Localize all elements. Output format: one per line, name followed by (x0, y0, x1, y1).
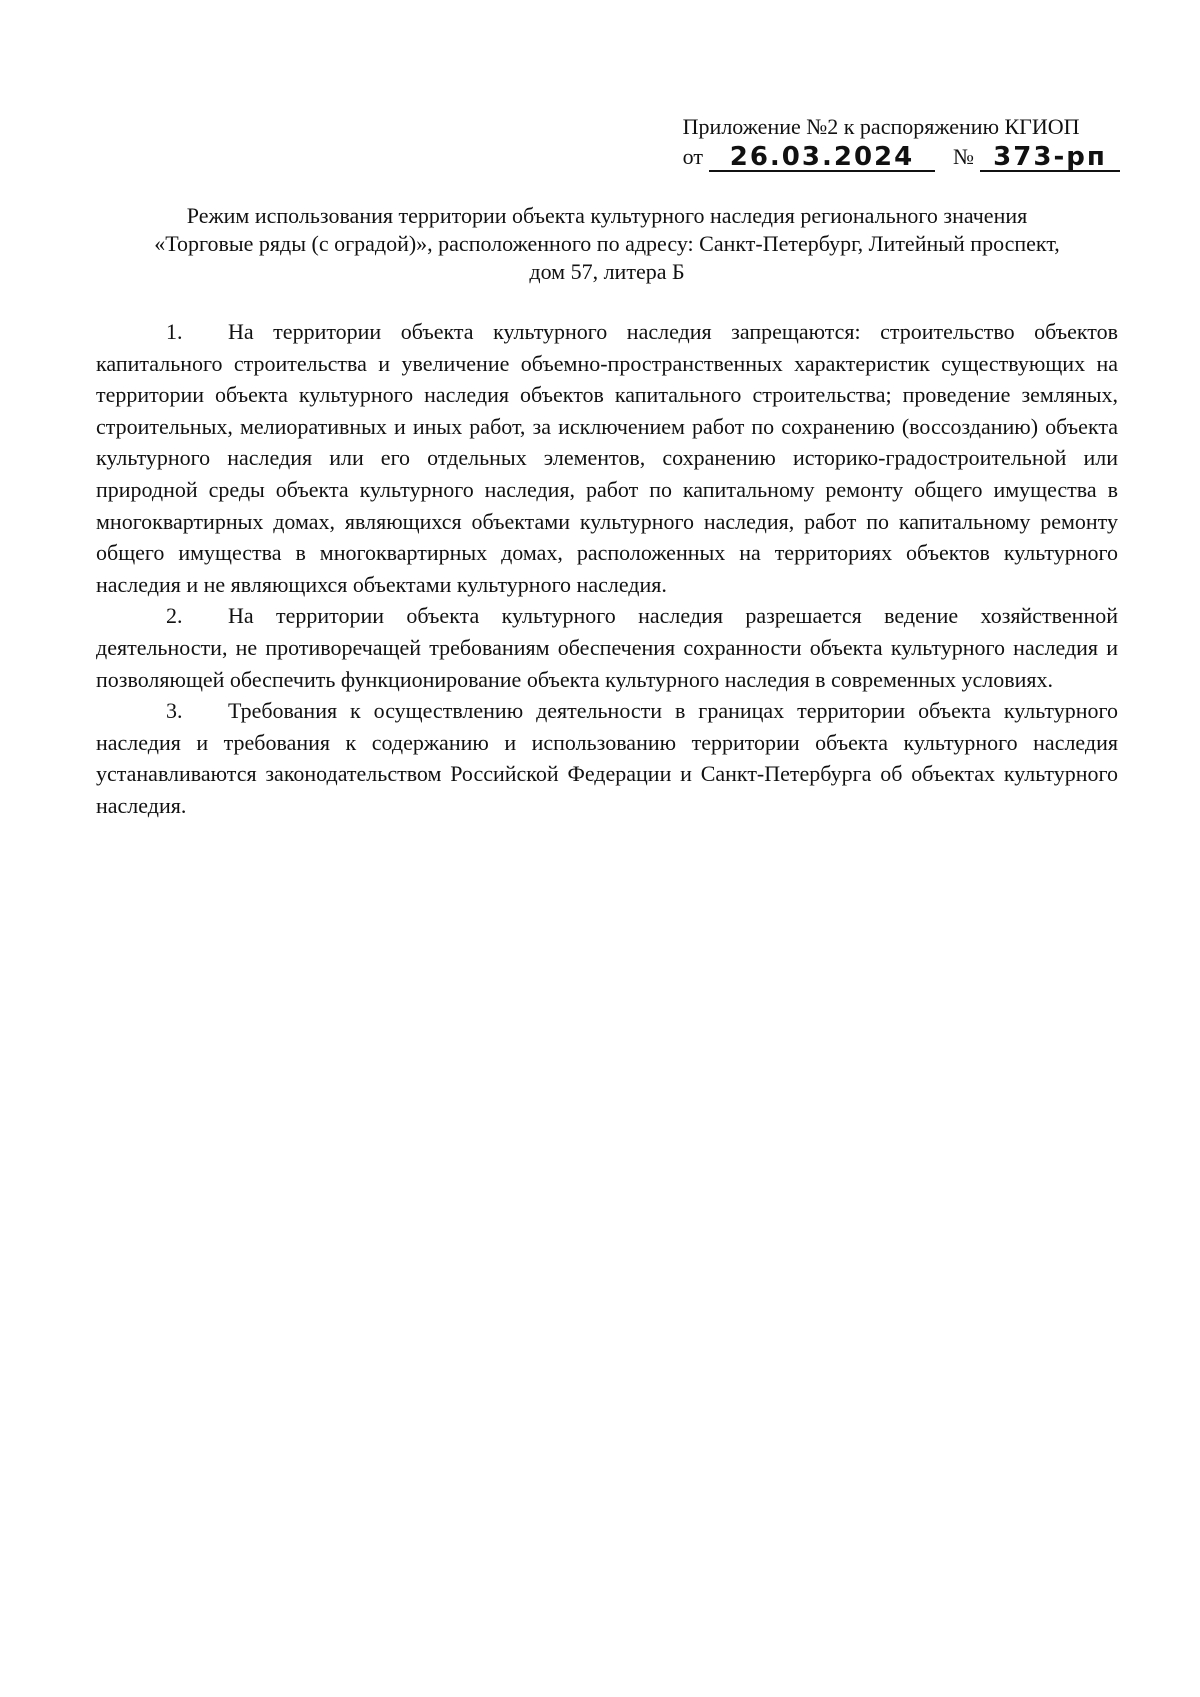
from-label: от (682, 144, 703, 169)
appendix-title: Приложение №2 к распоряжению КГИОП (682, 114, 1080, 139)
document-title (96, 202, 1118, 286)
order-date: 26.03.2024 (709, 144, 935, 172)
order-number: 373-рп (980, 144, 1120, 172)
paragraph-text: На территории объекта культурного наследия разрешается ведение хозяйственной деятельности, не противоречащей требованиям обеспечения сохранности объекта культурного наследия и позволяющей обеспечить функционирование объекта культурного наследия в современных условиях. (96, 603, 1118, 692)
paragraph-number: 1. (166, 319, 183, 344)
title-line-3: дом 57, литера Б (529, 259, 685, 284)
appendix-header (683, 112, 1120, 172)
paragraph-1 (96, 316, 1118, 600)
order-reference (683, 142, 1120, 172)
paragraph-3 (96, 695, 1118, 821)
title-line-2: «Торговые ряды (с оградой)», расположенного по адресу: Санкт-Петербург, Литейный проспект, (154, 231, 1060, 256)
paragraph-number: 3. (166, 698, 183, 724)
paragraph-2 (96, 600, 1118, 695)
paragraph-text: Требования к осуществлению деятельности в границах территории объекта культурного наследия и требования к содержанию и использованию территории объекта культурного наследия устанавливаются законодательством Российской Федерации и Санкт-Петербурга об объектах культурного наследия. (96, 698, 1118, 818)
number-label: № (953, 144, 974, 169)
title-line-1: Режим использования территории объекта культурного наследия регионального значения (186, 203, 1028, 228)
document-body (96, 316, 1118, 822)
paragraph-text: На территории объекта культурного наследия запрещаются: строительство объектов капитального строительства и увеличение объемно-пространственных характеристик существующих на территории объекта культурного наследия объектов капитального строительства; проведение земляных, строительных, мелиоративных и иных работ, за исключением работ по сохранению (воссозданию) объекта культурного наследия или его отдельных элементов, сохранению историко-градостроительной или природной среды объекта культурного наследия, работ по капитальному ремонту общего имущества в многоквартирных домах, являющихся объектами культурного наследия, работ по капитальному ремонту общего имущества в многоквартирных домах, расположенных на территориях объектов культурного наследия и не являющихся объектами культурного наследия. (96, 319, 1118, 597)
paragraph-number: 2. (166, 603, 183, 629)
